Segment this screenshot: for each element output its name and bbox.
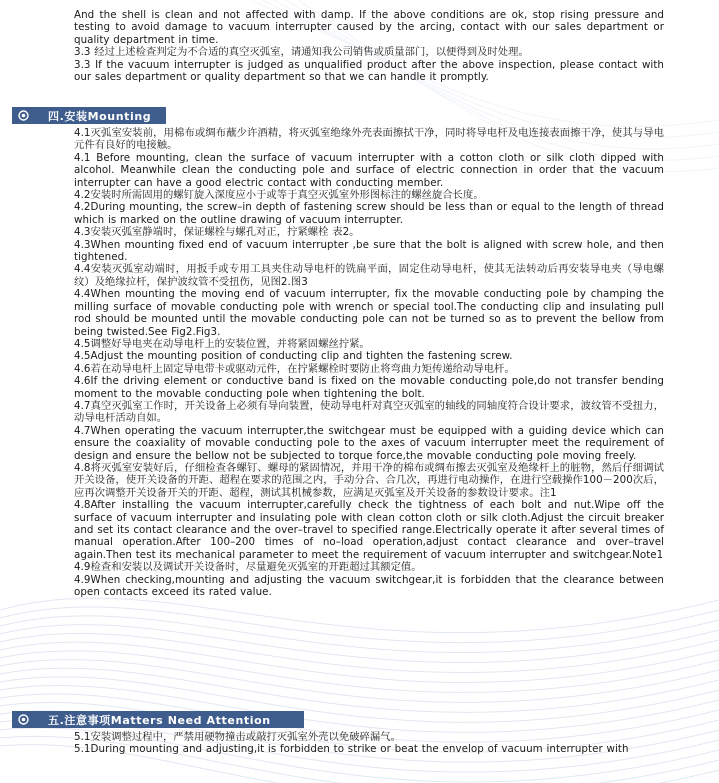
paragraph: 4.7真空灭弧室工作时，开关设备上必须有导向装置，使动导电杆对真空灭弧室的轴线的同轴度符合设计要求，波纹管不受扭力，动导电杆活动自如。 bbox=[74, 399, 664, 425]
section-heading-attention bbox=[12, 711, 304, 728]
paragraph: 5.1安装调整过程中，严禁用硬物撞击或敲打灭弧室外壳以免破碎漏气。 bbox=[74, 731, 401, 743]
paragraph: 4.4安装灭弧室动端时，用扳手或专用工具夹住动导电杆的铣扁平面，固定住动导电杆，使其无法转动后再安装导电夹（导电螺纹）及绝缘拉杆，保护波纹管不受扭伤，见图2.图3 bbox=[74, 263, 664, 288]
paragraph: And the shell is clean and not affected with damp. If the above conditions are ok, stop rising pressure and testing to avoid damage to vacuum interrupter caused by the arcing, contact with our sales department or quality department in time. bbox=[74, 9, 664, 46]
paragraph: 4.8After installing the vacuum interrupter,carefully check the tightness of each bolt and nut.Wipe off the surface of vacuum interrupter and insulating pole with clean cotton cloth or silk cloth.Adjust the circuit breaker and set its contact clearance and the over–travel to specified range.Electrically operate it after several times of manual operation.After 100–200 times of no–load operation,adjust contact clearance and over–travel again.Then test its mechanical parameter to meet the requirement of vacuum interrupter and switchgear.Note1 bbox=[74, 499, 664, 561]
paragraph: 3.3 经过上述检查判定为不合适的真空灭弧室，请通知我公司销售或质量部门，以便得到及时处理。 bbox=[74, 46, 529, 59]
paragraph: 5.1During mounting and adjusting,it is forbidden to strike or beat the envelop of vacuum interrupter with bbox=[74, 743, 629, 756]
section-bullet-icon bbox=[18, 714, 29, 725]
paragraph: 3.3 If the vacuum interrupter is judged as unqualified product after the above inspection, please contact with our sales department or quality department so that we can handle it promptly. bbox=[74, 58, 664, 84]
section-bullet-icon bbox=[18, 110, 29, 121]
paragraph: 4.7When operating the vacuum interrupter,the switchgear must be equipped with a guiding device which can ensure the coaxiality of movable conducting pole to the axes of vacuum interrupter meet the requirement of design and ensure the bellow not be subjected to torque force,the movable conducting pole moving freely. bbox=[74, 424, 664, 462]
paragraph: 4.6若在动导电杆上固定导电带卡或驱动元件，在拧紧螺栓时要防止将弯曲力矩传递给动导电杆。 bbox=[74, 362, 515, 375]
paragraph: 4.2安装时所需固用的螺钉旋入深度应小于或等于真空灭弧室外形图标注的螺丝旋合长度。 bbox=[74, 189, 484, 202]
paragraph: 4.8将灭弧室安装好后，仔细检查各螺钉、螺母的紧固情况，并用干净的棉布或绸布擦去灭弧室及绝缘杆上的脏物，然后仔细调试开关设备，使开关设备的开距、超程在要求的范围之内，手动分合、合几次，再进行电动操作，在进行空载操作100－200次后，应再次调整开关设备开关的开距、超程，测试其机械参数，应满足灭弧室及开关设备的参数设计要求。注1 bbox=[74, 461, 664, 499]
mounting-section-body bbox=[74, 127, 664, 598]
section-heading-title: 四.安装Mounting bbox=[48, 109, 152, 123]
paragraph: 4.5调整好导电夹在动导电杆上的安装位置，并将紧固螺丝拧紧。 bbox=[74, 337, 370, 350]
section-heading-title: 五.注意事项Matters Need Attention bbox=[48, 713, 271, 727]
paragraph: 4.2During mounting, the screw–in depth of fastening screw should be less than or equal to the length of thread which is marked on the outline drawing of vacuum interrupter. bbox=[74, 201, 664, 226]
paragraph: 4.9When checking,mounting and adjusting the vacuum switchgear,it is forbidden that the clearance between open contacts exceed its rated value. bbox=[74, 573, 664, 599]
paragraph: 4.9检查和安装以及调试开关设备时，尽量避免灭弧室的开距超过其额定值。 bbox=[74, 561, 422, 574]
paragraph: 4.6If the driving element or conductive band is fixed on the movable conducting pole,do not transfer bending moment to the movable conducting pole when tightening the bolt. bbox=[74, 375, 664, 400]
attention-section-body bbox=[74, 731, 664, 756]
intro-block bbox=[74, 9, 664, 83]
paragraph: 4.4When mounting the moving end of vacuum interrupter, fix the movable conducting pole by champing the milling surface of movable conducting pole with wrench or special tool.The conducting clip and insulating pull rod should be mounted until the movable conducting pole can not be turned so as to prevent the bellow from being twisted.See Fig2.Fig3. bbox=[74, 288, 664, 338]
paragraph: 4.5Adjust the mounting position of conducting clip and tighten the fastening screw. bbox=[74, 350, 513, 363]
paragraph: 4.3When mounting fixed end of vacuum interrupter ,be sure that the bolt is aligned with screw hole, and then tightened. bbox=[74, 238, 664, 264]
paragraph: 4.1 Before mounting, clean the surface of vacuum interrupter with a cotton cloth or silk cloth dipped with alcohol. Meanwhile clean the conducting pole and surface of electric connection in order that the vacuum interrupter can have a good electric contact with conducting member. bbox=[74, 151, 664, 189]
paragraph: 4.1灭弧室安装前，用棉布或绸布蘸少许酒精，将灭弧室绝缘外壳表面擦拭干净，同时将导电杆及电连接表面擦干净，使其与导电元件有良好的电接触。 bbox=[74, 127, 664, 152]
section-heading-mounting bbox=[12, 107, 166, 124]
paragraph: 4.3安装灭弧室静端时，保证螺栓与螺孔对正，拧紧螺栓 表2。 bbox=[74, 226, 360, 239]
